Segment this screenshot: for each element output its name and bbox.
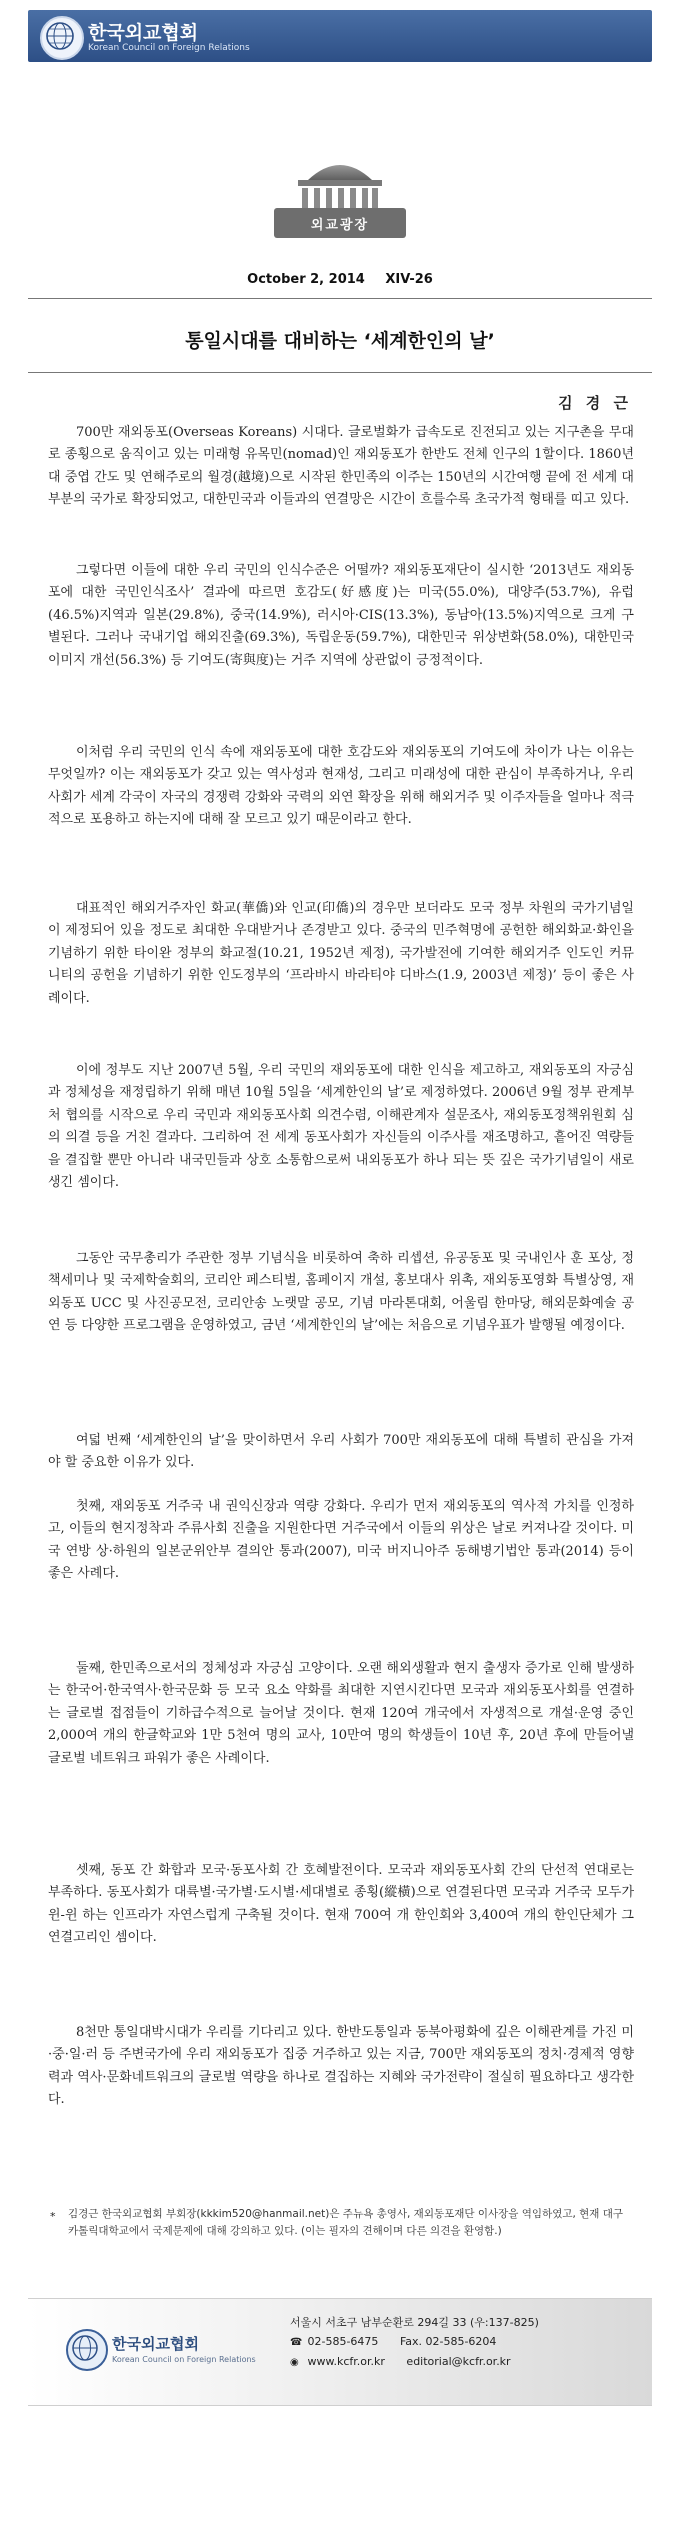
badge-title: 외교광장 (310, 218, 370, 233)
phone-fax-row (290, 2332, 539, 2352)
paragraph-5: 이에 정부도 지난 2007년 5월, 우리 국민의 재외동포에 대한 인식을 제고하고, 재외동포의 자긍심과 정체성을 재정립하기 위해 매년 10월 5일을 ‘세계한인의 날’로 제정하였다. 2006년 9월 정부 관계부처 협의를 시작으로 우리 국민과 재외동포사회 의견수렴, 이해관계자 설문조사, 재외동포정책위원회 심의 의결 등을 거친 결과다. 그리하여 전 세계 동포사회가 자신들의 이주사를 재조명하고, 흩어진 역량들을 결집할 뿐만 아니라 내국민들과 상호 소통함으로써 내외동포가 하나 되는 뜻 깊은 국가기념일이 새로 생긴 셈이다. (48, 1063, 634, 1191)
paragraph-7: 여덟 번째 ‘세계한인의 날’을 맞이하면서 우리 사회가 700만 재외동포에 대해 특별히 관심을 가져야 할 중요한 이유가 있다. (48, 1433, 634, 1471)
header-org-name-en: Korean Council on Foreign Relations (88, 43, 250, 53)
issue-line (28, 272, 652, 287)
website-link[interactable]: www.kcfr.or.kr (307, 2355, 385, 2368)
page (28, 0, 652, 2523)
header-bar (28, 10, 652, 62)
footer-org-name-en: Korean Council on Foreign Relations (112, 2355, 256, 2364)
paragraph-11: 8천만 통일대박시대가 우리를 기다리고 있다. 한반도통일과 동북아평화에 깊은 이해관계를 가진 미·중·일·러 등 주변국가에 우리 재외동포가 집중 거주하고 있는 지금, 700만 재외동포의 정치·경제적 영향력과 역사·문화네트워크의 글로벌 역량을 하나로 결집하는 지혜와 국가전략이 절실히 필요하다고 생각한다. (48, 2025, 634, 2108)
footer (28, 2298, 652, 2406)
globe-icon: ◉ (290, 2357, 299, 2368)
divider (28, 298, 652, 299)
phone-number: 02-585-6475 (307, 2335, 379, 2348)
email-link[interactable]: editorial@kcfr.or.kr (406, 2355, 511, 2368)
divider (28, 372, 652, 373)
phone-icon: ☎ (290, 2337, 303, 2348)
paragraph-6: 그동안 국무총리가 주관한 정부 기념식을 비롯하여 축하 리셉션, 유공동포 및 국내인사 훈 포상, 정책세미나 및 국제학술회의, 코리안 페스티벌, 홈페이지 개설, 홍보대사 위촉, 재외동포영화 특별상영, 재외동포 UCC 및 사진공모전, 코리안송 노랫말 공모, 기념 마라톤대회, 어울림 한마당, 해외문화예술 공연 등 다양한 프로그램을 운영하였고, 금년 ‘세계한인의 날’에는 처음으로 기념우표가 발행될 예정이다. (48, 1251, 634, 1334)
article-title: 통일시대를 대비하는 ‘세계한인의 날’ (185, 330, 495, 352)
kcfr-emblem-icon (40, 16, 84, 60)
web-email-row (290, 2352, 539, 2372)
paragraph-1: 700만 재외동포(Overseas Koreans) 시대다. 글로벌화가 급속도로 진전되고 있는 지구촌을 무대로 종횡으로 움직이고 있는 미래형 유목민(nomad)인 재외동포가 한반도 전체 인구의 1할이다. 1860년대 중엽 간도 및 연해주로의 월경(越境)으로 시작된 한민족의 이주는 150년의 시간여행 끝에 전 세계 대부분의 국가로 확장되었고, 대한민국과 이들과의 연결망은 시간이 흐를수록 초국가적 형태를 띠고 있다. (48, 425, 634, 508)
author-footnote: 김경근 한국외교협회 부회장(kkkim520@hanmail.net)은 주뉴욕 총영사, 재외동포재단 이사장을 역임하였고, 현재 대구카톨릭대학교에서 국제문제에 대해 강의하고 있다. (이는 필자의 견해이며 다른 의견을 환영함.) (68, 2208, 624, 2237)
contact-info (290, 2313, 539, 2372)
paragraph-10: 셋째, 동포 간 화합과 모국·동포사회 간 호혜발전이다. 모국과 재외동포사회 간의 단선적 연대로는 부족하다. 동포사회가 대륙별·국가별·도시별·세대별로 종횡(縱橫)으로 연결된다면 모국과 거주국 모두가 윈-윈 하는 인프라가 자연스럽게 구축될 것이다. 현재 700여 개 한인회와 3,400여 개의 한인단체가 그 연결고리인 셈이다. (48, 1863, 634, 1946)
plaza-badge (268, 150, 412, 242)
paragraph-3: 이처럼 우리 국민의 인식 속에 재외동포에 대한 호감도와 재외동포의 기여도에 차이가 나는 이유는 무엇일까? 이는 재외동포가 갖고 있는 역사성과 현재성, 그리고 미래성에 대한 관심이 부족하거나, 우리 사회가 세계 각국이 자국의 경쟁력 강화와 국력의 외연 확장을 위해 해외거주 및 이주자들을 얼마나 적극적으로 포용하고 하는지에 대해 잘 모르고 있기 때문이라고 한다. (48, 745, 634, 828)
paragraph-8: 첫째, 재외동포 거주국 내 권익신장과 역량 강화다. 우리가 먼저 재외동포의 역사적 가치를 인정하고, 이들의 현지정착과 주류사회 진출을 지원한다면 거주국에서 이들의 위상은 날로 커져나갈 것이다. 미국 연방 상·하원의 일본군위안부 결의안 통과(2007), 미국 버지니아주 동해병기법안 통과(2014) 등이 좋은 사례다. (48, 1499, 634, 1582)
footnote-mark: * (50, 2210, 56, 2223)
paragraph-9: 둘째, 한민족으로서의 정체성과 자긍심 고양이다. 오랜 해외생활과 현지 출생자 증가로 인해 발생하는 한국어·한국역사·한국문화 등 모국 요소 약화를 최대한 지연시킨다면 모국과 재외동포사회를 연결하는 글로벌 접점들이 기하급수적으로 늘어날 것이다. 현재 120여 개국에서 자생적으로 개설·운영 중인 2,000여 개의 한글학교와 1만 5천여 명의 교사, 10만여 명의 학생들이 10년 후, 20년 후에 만들어낼 글로벌 네트워크 파워가 좋은 사례이다. (48, 1661, 634, 1766)
paragraph-4: 대표적인 해외거주자인 화교(華僑)와 인교(印僑)의 경우만 보더라도 모국 정부 차원의 국가기념일이 제정되어 있을 정도로 최대한 우대받거나 존경받고 있다. 중국의 민주혁명에 공헌한 해외화교·화인을 기념하기 위한 타이완 정부의 화교절(10.21, 1952년 제정), 국가발전에 기여한 해외거주 인도인 커뮤니티의 공헌을 기념하기 위한 인도정부의 ‘프라바시 바라티야 디바스(1.9, 2003년 제정)’ 등이 좋은 사례이다. (48, 901, 634, 1006)
header-org-name: 한국외교협회 (88, 22, 199, 44)
kcfr-emblem-icon (66, 2329, 108, 2371)
fax-number: Fax. 02-585-6204 (399, 2335, 497, 2348)
issue-date: October 2, 2014 (247, 272, 365, 287)
address: 서울시 서초구 남부순환로 294길 33 (우:137-825) (290, 2316, 539, 2329)
author-name: 김 경 근 (558, 394, 632, 412)
footer-org-name: 한국외교협회 (112, 2335, 199, 2353)
issue-number: XIV-26 (385, 272, 433, 287)
paragraph-2: 그렇다면 이들에 대한 우리 국민의 인식수준은 어떨까? 재외동포재단이 실시한 ‘2013년도 재외동포에 대한 국민인식조사’ 결과에 따르면 호감도(好感度)는 미국(55.0%), 대양주(53.7%), 유럽(46.5%)지역과 일본(29.8%), 중국(14.9%), 러시아·CIS(13.3%), 동남아(13.5%)지역으로 크게 구별된다. 그러나 국내기업 해외진출(69.3%), 독립운동(59.7%), 대한민국 위상변화(58.0%), 대한민국 이미지 개선(56.3%) 등 기여도(寄與度)는 거주 지역에 상관없이 긍정적이다. (48, 563, 634, 668)
